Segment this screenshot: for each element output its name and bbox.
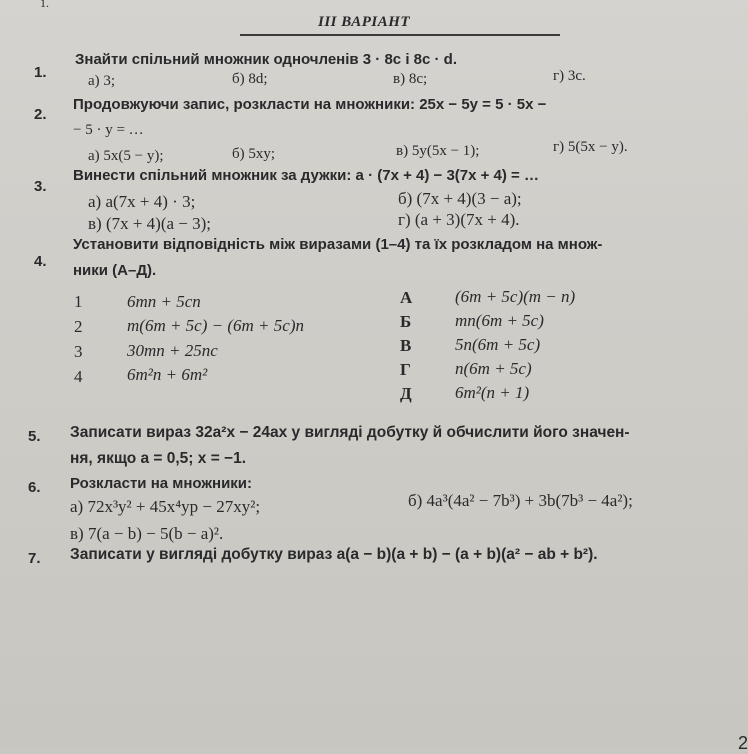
match-right-letter-d: Г xyxy=(400,360,411,379)
match-left-expr-4: 6m²n + 6m² xyxy=(127,365,208,384)
match-left-num-4: 4 xyxy=(74,367,83,386)
task-5-text: Записати вираз 32a²x − 24ax у вигляді добутку й обчислити його значен- xyxy=(70,424,630,441)
task-6-text: Розкласти на множники: xyxy=(70,475,253,492)
page-number: 2 xyxy=(737,733,748,753)
match-right-letter-c: В xyxy=(400,336,412,355)
task-1-text: Знайти спільний множник одночленів 3 · 8c і 8c · d. xyxy=(75,51,457,68)
match-right-expr-c: 5n(6m + 5c) xyxy=(455,335,541,354)
task-3-number: 3. xyxy=(34,178,47,195)
task-2-text: Продовжуючи запис, розкласти на множники: 25x − 5y = 5 · 5x − xyxy=(73,96,547,113)
match-right-expr-e: 6m²(n + 1) xyxy=(455,383,530,402)
match-left-num-3: 3 xyxy=(74,342,83,361)
match-right-expr-b: mn(6m + 5c) xyxy=(455,311,544,330)
task-3-option-d: г) (a + 3)(7x + 4). xyxy=(398,210,520,229)
match-left-num-1: 1 xyxy=(74,292,83,311)
task-7-text: Записати у вигляді добутку вираз a(a − b)(a + b) − (a + b)(a² − ab + b²). xyxy=(70,546,598,563)
match-right-letter-b: Б xyxy=(400,312,412,331)
task-3-text: Винести спільний множник за дужки: a · (7x + 4) − 3(7x + 4) = … xyxy=(73,167,539,184)
task-2-text-cont: − 5 · y = … xyxy=(73,122,144,138)
task-4-text-cont: ники (А–Д). xyxy=(73,262,157,279)
task-2-option-b: б) 5xy; xyxy=(232,146,276,162)
task-4-text: Установити відповідність між виразами (1–4) та їх розкладом на множ- xyxy=(73,236,603,253)
match-left-num-2: 2 xyxy=(74,317,83,336)
task-2-option-a: а) 5x(5 − y); xyxy=(88,148,164,164)
task-1-number: 1. xyxy=(34,64,47,81)
task-2-option-d: г) 5(5x − y). xyxy=(553,139,628,155)
task-1-option-c: в) 8c; xyxy=(393,71,428,87)
match-left-expr-3: 30mn + 25nc xyxy=(127,341,218,360)
match-right-expr-a: (6m + 5c)(m − n) xyxy=(455,287,576,306)
match-left-expr-1: 6mn + 5cn xyxy=(127,292,201,311)
task-5-number: 5. xyxy=(28,428,41,445)
task-6-option-c: в) 7(a − b) − 5(b − a)². xyxy=(70,524,224,543)
task-1-option-b: б) 8d; xyxy=(232,71,268,87)
variant-header: ІІІ ВАРІАНТ xyxy=(318,14,411,30)
header-rule xyxy=(240,34,560,36)
match-left-expr-2: m(6m + 5c) − (6m + 5c)n xyxy=(127,316,304,335)
match-right-letter-a: А xyxy=(400,288,413,307)
task-3-option-c: в) (7x + 4)(a − 3); xyxy=(88,214,212,233)
task-6-number: 6. xyxy=(28,479,41,496)
task-1-option-a: а) 3; xyxy=(88,73,116,89)
task-2-option-c: в) 5y(5x − 1); xyxy=(396,143,480,159)
task-3-option-b: б) (7x + 4)(3 − a); xyxy=(398,189,522,208)
task-4-number: 4. xyxy=(34,253,47,270)
task-7-number: 7. xyxy=(28,550,41,567)
match-right-expr-d: n(6m + 5c) xyxy=(455,359,532,378)
task-5-text-cont: ня, якщо a = 0,5; x = −1. xyxy=(70,450,247,467)
match-right-letter-e: Д xyxy=(400,384,412,403)
task-6-option-a: а) 72x³y² + 45x⁴yp − 27xy²; xyxy=(70,497,261,516)
task-6-option-b: б) 4a³(4a² − 7b³) + 3b(7b³ − 4a²); xyxy=(408,491,633,510)
top-mark: 1. xyxy=(40,0,49,10)
task-2-number: 2. xyxy=(34,106,47,123)
task-1-option-d: г) 3c. xyxy=(553,68,586,84)
task-3-option-a: а) a(7x + 4) · 3; xyxy=(88,192,196,211)
